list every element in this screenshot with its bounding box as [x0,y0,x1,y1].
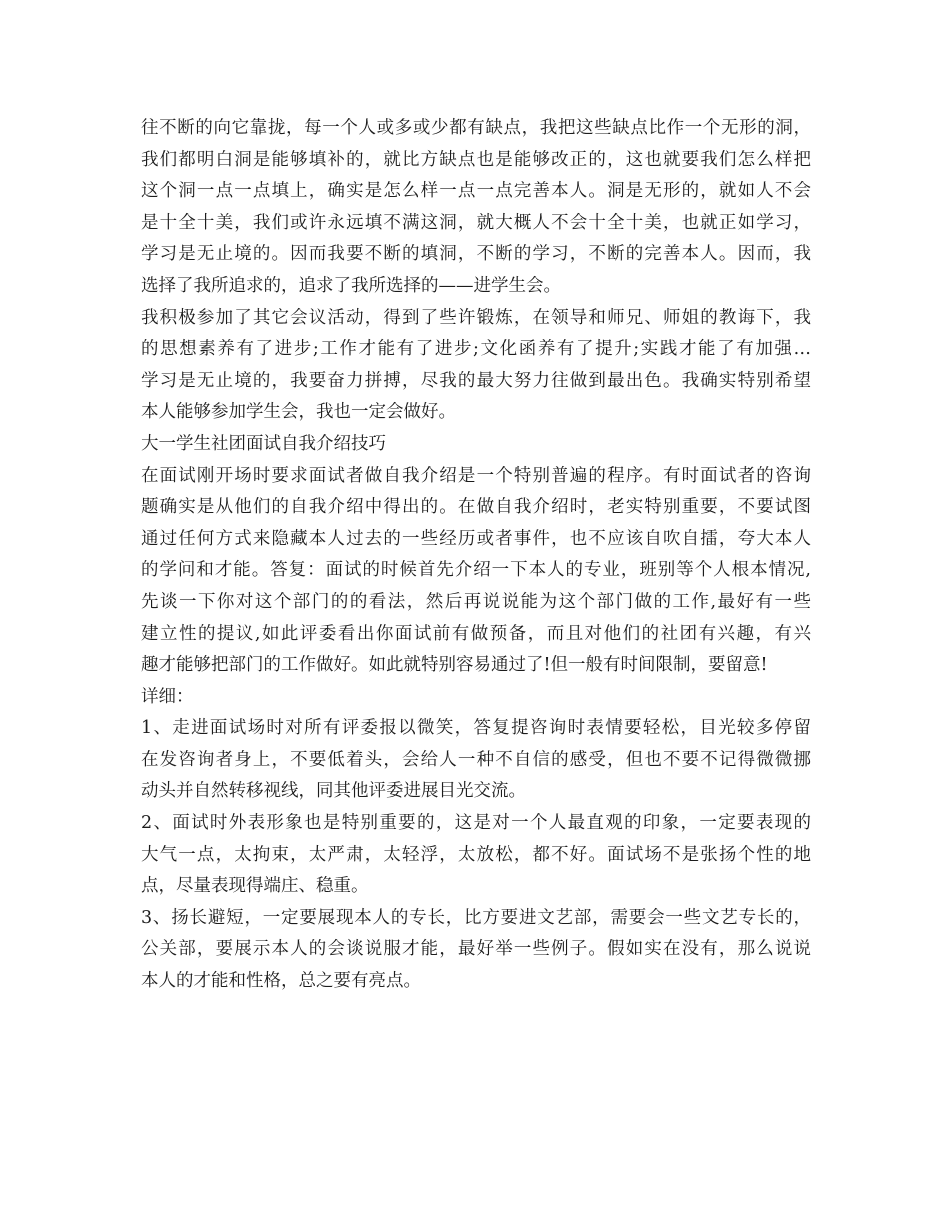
text-line: 趣才能够把部门的工作做好。如此就特别容易通过了!但一般有时间限制，要留意! [141,655,768,676]
text-line: 1、走进面试场时对所有评委报以微笑，答复提咨询时表情要轻松，目光较多停留 [141,718,811,739]
list-item-3 [141,903,811,998]
text-line: 在发咨询者身上，不要低着头，会给人一种不自信的感受，但也不要不记得微微挪 [141,749,811,770]
text-line: 点，尽量表现得端庄、稳重。 [141,876,369,897]
text-line: 是十全十美，我们或许永远填不满这洞，就大概人不会十全十美，也就正如学习， [141,212,811,233]
text-line: 大气一点，太拘束，太严肃，太轻浮，太放松，都不好。面试场不是张扬个性的地 [141,844,811,865]
section-heading [141,429,811,461]
paragraph-details-label [141,682,811,714]
text-line: 在面试刚开场时要求面试者做自我介绍是一个特别普遍的程序。有时面试者的咨询 [141,465,811,486]
text-line: 建立性的提议,如此评委看出你面试前有做预备，而且对他们的社团有兴趣，有兴 [141,623,811,644]
text-line: 学习是无止境的。因而我要不断的填洞，不断的学习，不断的完善本人。因而，我 [141,244,811,265]
text-line: 本人的才能和性格，总之要有亮点。 [141,971,421,992]
text-line: 学习是无止境的，我要奋力拼搏，尽我的最大努力往做到最出色。我确实特别希望 [141,370,811,391]
text-line: 先谈一下你对这个部门的的看法，然后再说说能为这个部门做的工作,最好有一些 [141,591,811,612]
section-title: 大一学生社团面试自我介绍技巧 [141,433,386,454]
text-line: 本人能够参加学生会，我也一定会做好。 [141,402,456,423]
text-line: 2、面试时外表形象也是特别重要的，这是对一个人最直观的印象，一定要表现的 [141,813,811,834]
text-line: 通过任何方式来隐藏本人过去的一些经历或者事件，也不应该自吹自擂，夸大本人 [141,528,811,549]
text-line: 的思想素养有了进步;工作才能有了进步;文化函养有了提升;实践才能了有加强… [141,339,811,360]
list-item-2 [141,808,811,903]
paragraph-interview-intro [141,461,811,682]
text-line: 往不断的向它靠拢，每一个人或多或少都有缺点，我把这些缺点比作一个无形的洞， [141,118,811,138]
paragraph-student-union-motivation [141,113,811,303]
text-line: 题确实是从他们的自我介绍中得出的。在做自我介绍时，老实特别重要，不要试图 [141,497,811,518]
text-line: 3、扬长避短，一定要展现本人的专长，比方要进文艺部，需要会一些文艺专长的， [141,907,811,928]
list-item-1 [141,713,811,808]
text-line: 我们都明白洞是能够填补的，就比方缺点也是能够改正的，这也就要我们怎么样把 [141,149,811,170]
text-line: 选择了我所追求的，追求了我所选择的——进学生会。 [141,275,561,296]
text-line: 的学问和才能。答复：面试的时候首先介绍一下本人的专业，班别等个人根本情况, [141,560,811,581]
text-line: 公关部，要展示本人的会谈说服才能，最好举一些例子。假如实在没有，那么说说 [141,939,811,960]
text-line: 这个洞一点一点填上，确实是怎么样一点一点完善本人。洞是无形的，就如人不会 [141,181,811,202]
text-line: 我积极参加了其它会议活动，得到了些许锻炼，在领导和师兄、师姐的教诲下，我 [141,307,811,328]
details-label: 详细： [141,686,194,707]
paragraph-activities [141,303,811,429]
document-body [141,113,811,998]
text-line: 动头并自然转移视线，同其他评委进展目光交流。 [141,781,526,802]
